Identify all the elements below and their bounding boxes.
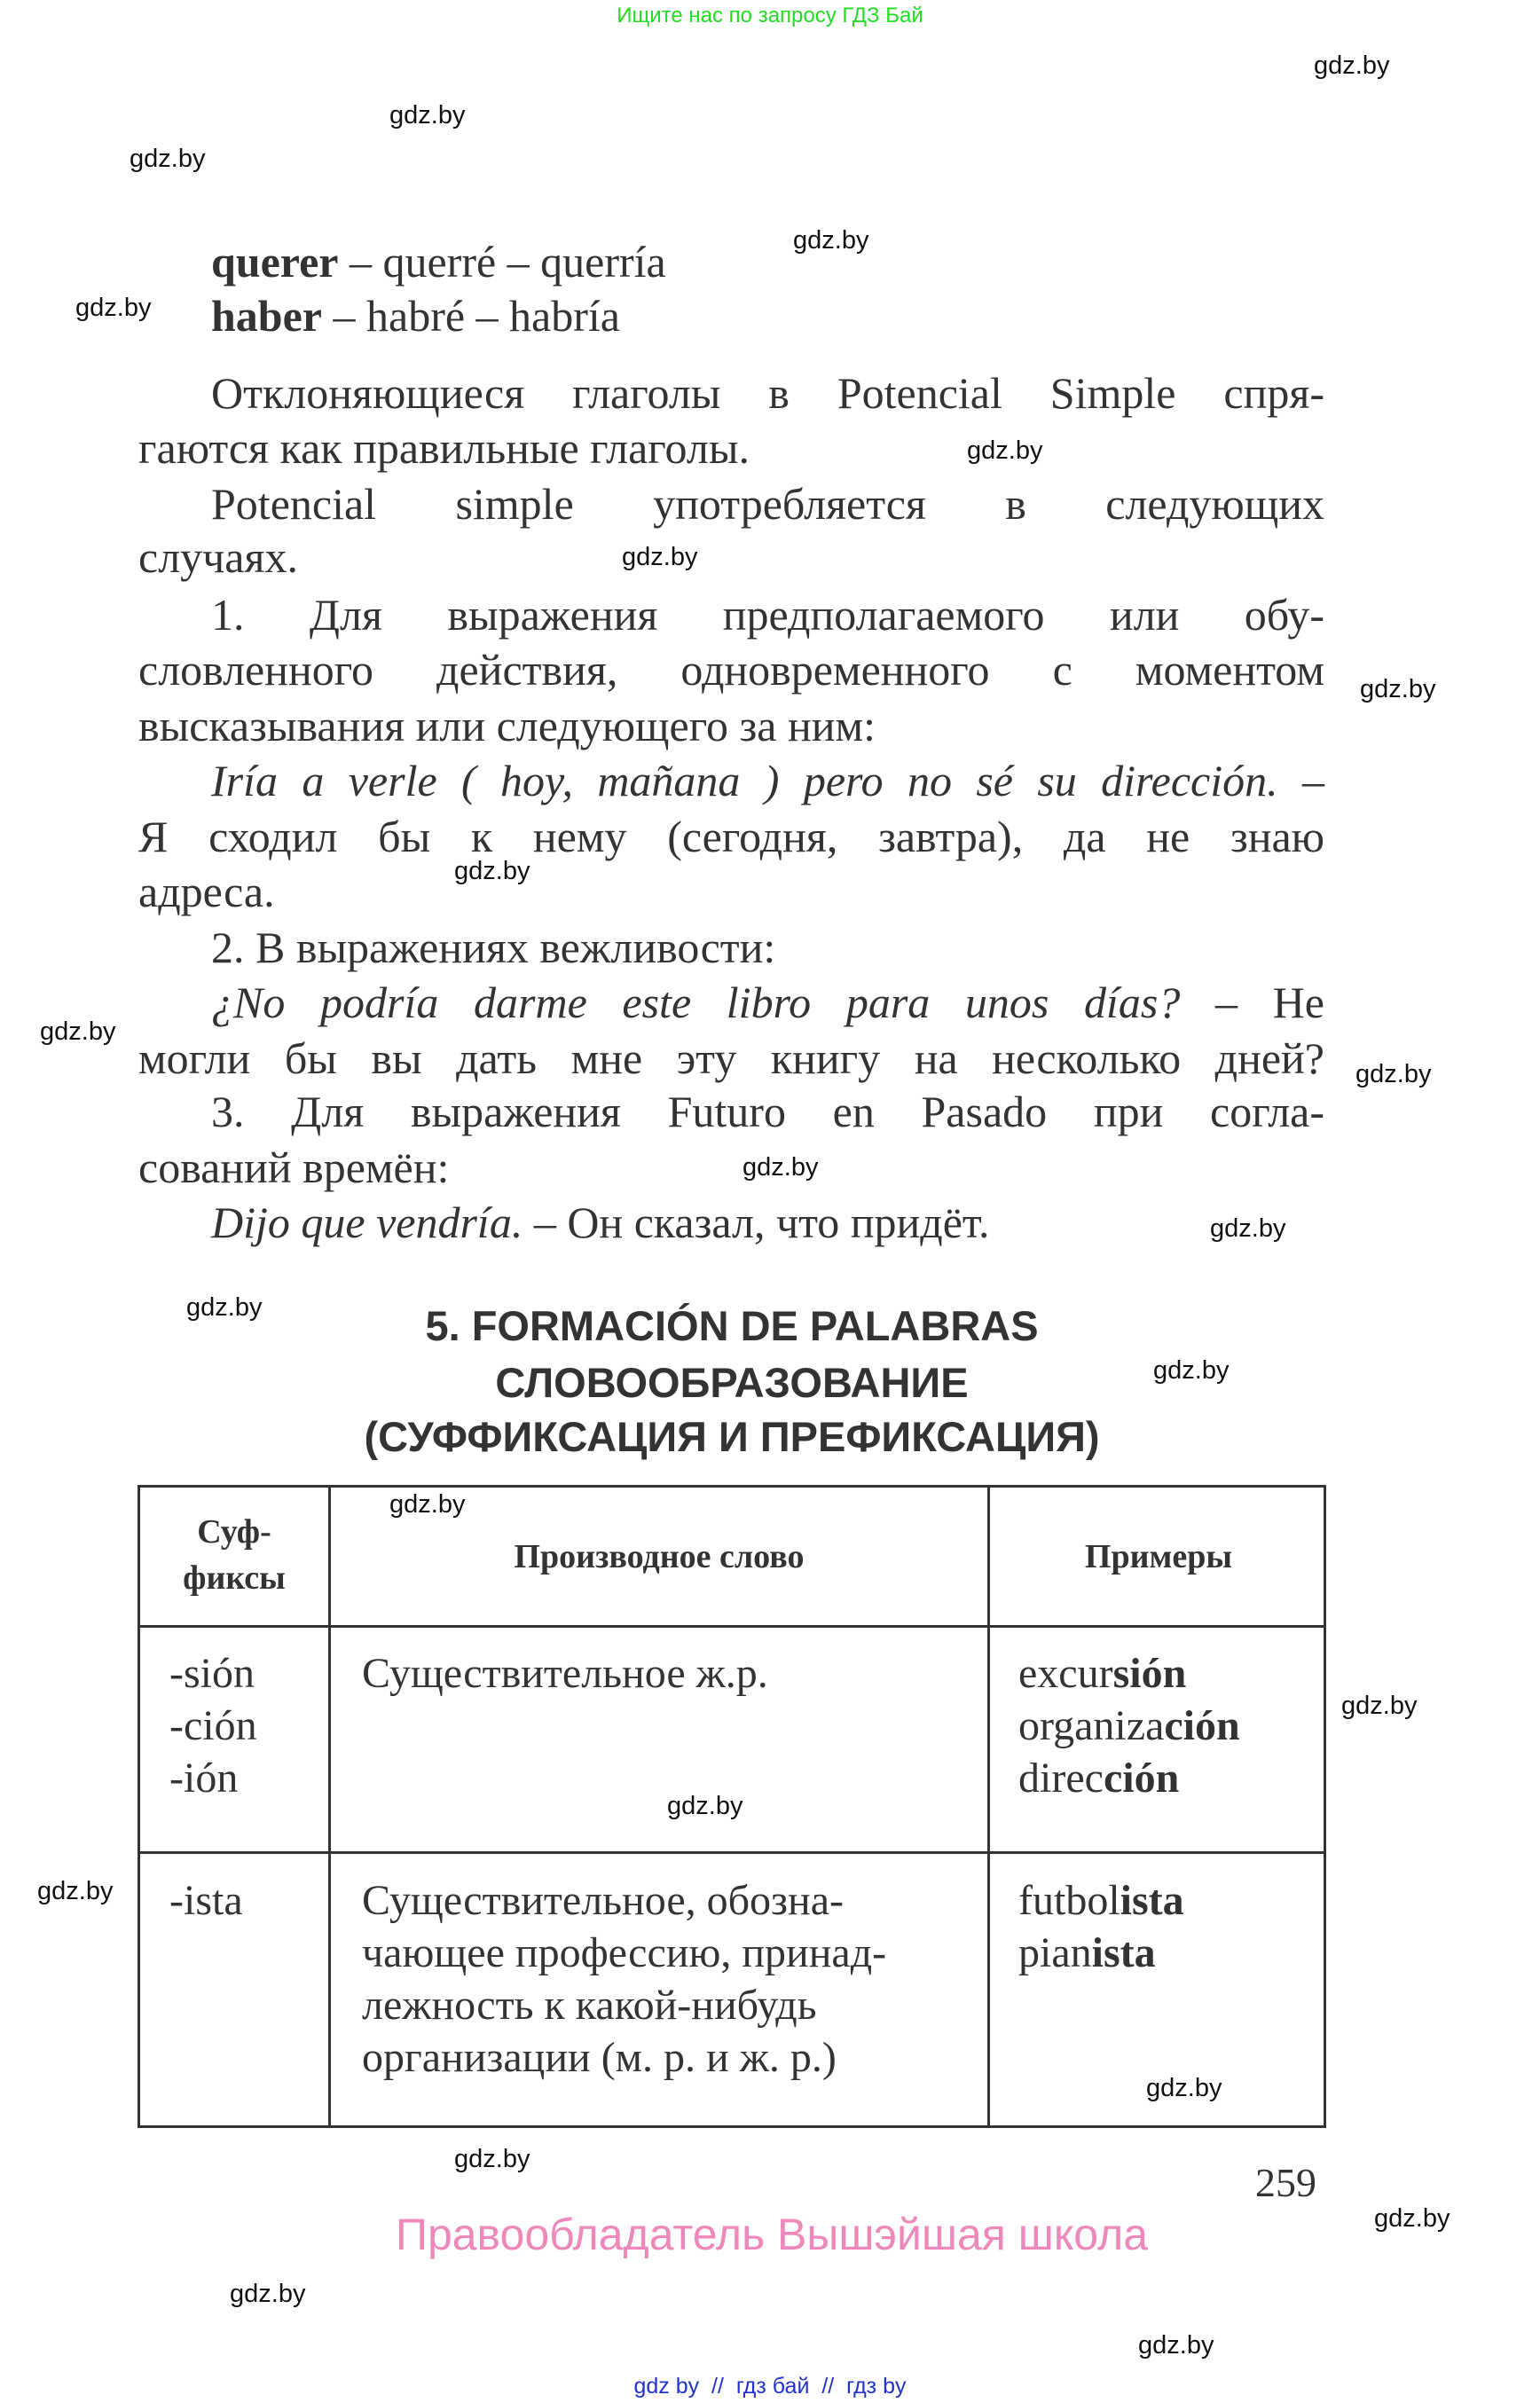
verb-infinitive: haber — [211, 291, 322, 341]
suffix: -ción — [169, 1702, 257, 1749]
body-line: Я сходил бы к нему (сегодня, завтра), да не знаю — [138, 812, 1324, 861]
section-heading: (СУФФИКСАЦИЯ И ПРЕФИКСАЦИЯ) — [364, 1413, 1100, 1460]
watermark: gdz.by — [75, 294, 152, 322]
watermark: gdz.by — [1355, 1060, 1432, 1088]
example-word — [1018, 1700, 1240, 1752]
watermark: gdz.by — [967, 436, 1043, 465]
watermark: gdz.by — [389, 101, 466, 130]
stem: organiza — [1018, 1702, 1165, 1749]
body-line: 2. В выражениях вежливости: — [211, 923, 776, 972]
watermark: gdz.by — [454, 857, 530, 885]
translation: – Не — [1180, 978, 1324, 1027]
body-line: сований времён: — [138, 1143, 450, 1192]
example-word — [1018, 1752, 1240, 1804]
watermark: gdz.by — [1374, 2204, 1450, 2233]
suffix-bold: sión — [1112, 1650, 1187, 1697]
description-cell — [362, 1647, 768, 1700]
body-line: 3. Для выражения Futuro en Pasado при согла- — [211, 1087, 1324, 1136]
body-line: словленного действия, одновременного с моментом — [138, 645, 1324, 695]
body-line: Отклоняющиеся глаголы в Potencial Simple спря- — [211, 368, 1324, 418]
divider — [987, 1488, 990, 2125]
suffix: -ista — [169, 1877, 243, 1924]
watermark: gdz.by — [186, 1293, 263, 1322]
header-text: фиксы — [183, 1559, 286, 1597]
description-cell — [362, 1874, 886, 2084]
stem: direc — [1018, 1755, 1104, 1802]
header-suffixes — [140, 1509, 328, 1601]
body-line: случаях. — [138, 532, 298, 582]
suffix: -sión — [169, 1650, 255, 1697]
verb-haber — [211, 291, 1324, 341]
watermark: gdz.by — [230, 2280, 306, 2308]
watermark: gdz.by — [37, 1877, 114, 1905]
example-word — [1018, 1927, 1184, 1979]
body-line: могли бы вы дать мне эту книгу на несколько дней? — [138, 1033, 1324, 1083]
example-line — [211, 1198, 1324, 1247]
example-line — [211, 978, 1324, 1027]
watermark: gdz.by — [793, 226, 869, 255]
verb-querer — [211, 237, 1324, 287]
suffix-cell — [169, 1874, 243, 1927]
verb-forms: – habré – habría — [322, 291, 620, 341]
suffix-bold: ista — [1091, 1929, 1156, 1976]
description: организации (м. р. и ж. р.) — [362, 2034, 837, 2081]
suffix-bold: ista — [1120, 1877, 1184, 1924]
suffix: -ión — [169, 1755, 239, 1802]
examples-cell — [1018, 1874, 1184, 1979]
stem: futbol — [1018, 1877, 1120, 1924]
example-word — [1018, 1874, 1184, 1927]
examples-cell — [1018, 1647, 1240, 1804]
header-text: Суф- — [197, 1513, 271, 1551]
verb-infinitive: querer — [211, 237, 339, 287]
watermark: gdz.by — [667, 1792, 743, 1820]
stem: pian — [1018, 1929, 1092, 1976]
section-heading: 5. FORMACIÓN DE PALABRAS — [425, 1302, 1039, 1349]
stem: excur — [1018, 1650, 1113, 1697]
watermark: gdz.by — [130, 145, 206, 173]
watermark: gdz.by — [1153, 1356, 1230, 1385]
verb-forms: – querré – querría — [338, 237, 666, 287]
body-line: Potencial simple употребляется в следующих — [211, 479, 1324, 529]
body-line: адреса. — [138, 867, 275, 916]
watermark: gdz.by — [1138, 2331, 1214, 2360]
example-spanish: ¿No podría darme este libro para unos días? — [211, 978, 1181, 1027]
header-examples: Примеры — [1084, 1538, 1233, 1575]
watermark: gdz.by — [1314, 51, 1390, 80]
watermark: gdz.by — [389, 1490, 466, 1519]
watermark: gdz.by — [1360, 675, 1436, 703]
header-derived-word: Производное слово — [514, 1538, 805, 1575]
divider — [140, 1625, 1324, 1628]
example-spanish: Iría a verle ( hoy, mañana ) pero no sé su dirección. – — [211, 756, 1324, 805]
suffix-bold: ción — [1164, 1702, 1240, 1749]
description: лежность к какой-нибудь — [362, 1982, 817, 2029]
suffix-bold: ción — [1103, 1755, 1180, 1802]
page-number: 259 — [1255, 2160, 1316, 2205]
description: чающее профессию, принад- — [362, 1929, 887, 1976]
section-heading: СЛОВООБРАЗОВАНИЕ — [495, 1359, 969, 1406]
suffix-cell — [169, 1647, 257, 1804]
example-word — [1018, 1647, 1240, 1700]
footer-links[interactable]: gdz by // гдз бай // гдз by — [633, 2374, 907, 2399]
description: Существительное ж.р. — [362, 1650, 768, 1697]
example-spanish: Dijo que vendría. — [211, 1198, 523, 1247]
watermark: gdz.by — [1146, 2074, 1222, 2102]
top-banner: Ищите нас по запросу ГДЗ Бай — [617, 4, 923, 27]
translation: – Он сказал, что придёт. — [522, 1198, 990, 1247]
description: Существительное, обозна- — [362, 1877, 844, 1924]
watermark: gdz.by — [454, 2145, 530, 2173]
watermark: gdz.by — [742, 1153, 819, 1182]
watermark: gdz.by — [40, 1017, 116, 1046]
body-line: высказывания или следующего за ним: — [138, 701, 876, 750]
body-line: 1. Для выражения предполагаемого или обу- — [211, 590, 1324, 640]
copyright-notice: Правообладатель Вышэйшая школа — [396, 2210, 1148, 2259]
watermark: gdz.by — [622, 543, 698, 571]
body-line: гаются как правильные глаголы. — [138, 423, 750, 473]
watermark: gdz.by — [1341, 1692, 1418, 1720]
divider — [140, 1851, 1324, 1854]
watermark: gdz.by — [1210, 1214, 1286, 1243]
divider — [328, 1488, 331, 2125]
